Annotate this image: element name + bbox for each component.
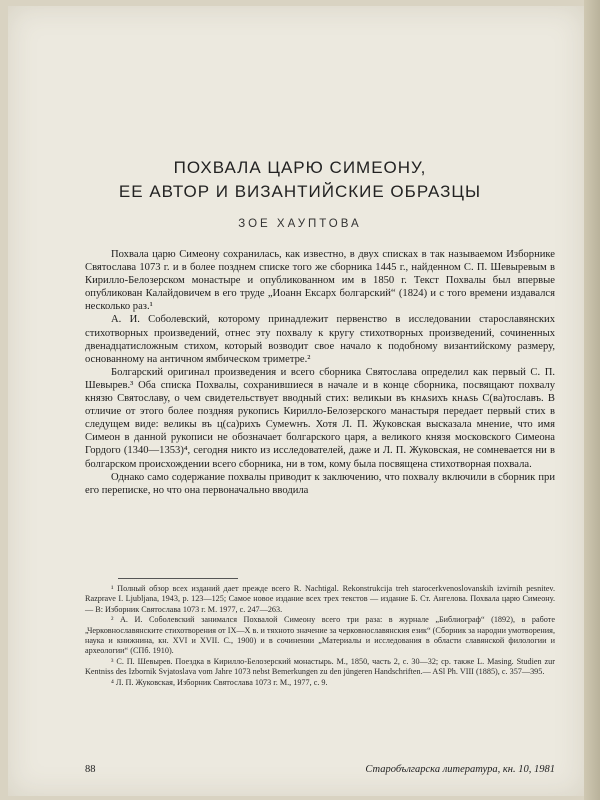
article-title-line-1: ПОХВАЛА ЦАРЮ СИМЕОНУ, (173, 158, 427, 177)
footnote: ² А. И. Соболевский занимался Похвалой Симеону всего три раза: в журнале „Библиограф“ (1892), в работе „Черковнославянските стихотворения от IX—X в. и тяхното значение за черковнославянския език“ (Сборник за народни умотворения, наука и книжнина, кн. XVI и XVII. С., 1900) и в сочинении „Материалы и исследования в области славянской филологии и археологии“ (СПб. 1910). (85, 615, 555, 656)
footnote: ³ С. П. Шевырев. Поездка в Кирилло-Белозерский монастырь. М., 1850, часть 2, с. 30—32; ср. также L. Masing. Studien zur Kentniss des Izbornik Svjatoslava vom Jahre 1073 nebst Bemerkungen zu den jüngeren Handschriften.— ASl Ph. VIII (1885), с. 357—395. (85, 656, 555, 677)
footnote: ¹ Полный обзор всех изданий дает прежде всего R. Nachtigal. Rekonstrukcija treh starocerkvenoslovanskih izvirnih pesnitev. Razprave I. Ljubljana, 1943, р. 123—125; Самое новое издание всех трех текстов — издание Б. Ст. Ангелова. Похвала царю Симеону. — В: Изборник Святослава 1073 г. М. 1977, с. 247—263. (85, 584, 555, 614)
article-author: ЗОЕ ХАУПТОВА (238, 218, 362, 230)
page-footer (85, 764, 555, 775)
body-paragraph: Болгарский оригинал произведения и всего сборника Святослава определил как первый С. П. Шевырев.³ Оба списка Похвалы, сохранившиеся в начале и в конце сборника, посвящают похвалу князю Святославу, о чем свидетельствует вводный стих: великыи въ кнѧѕихъ кнѧѕь С(ва)тославъ. В отличие от этого более поздняя рукопись Кирилло-Белозерского манастыря передает первый стих в следущем виде: великы въ ц(са)рихъ Сумеwнъ. Хотя Л. П. Жуковская высказала мнение, что имя Симеон в данной рукописи не обозначает болгарского царя, а великого князя московского Симеона Гордого (1340—1353)⁴, сегодня никто из исследователей, даже и Л. П. Жуковская, не сомневается ни в болгарском происхождении всего сборника, ни в том, кому была посвящена стихотворная похвала. (85, 366, 555, 470)
body-paragraph: Похвала царю Симеону сохранилась, как известно, в двух списках в так называемом Изборнике Святослава 1073 г. и в более позднем списке того же сборника 1445 г., найденном С. П. Шевыревым в Кирилло-Белозерском монастыре и опубликованном им в 1850 г. Текст Похвалы был впервые опубликован Калайдовичем в его труде „Иоанн Ексарх болгарский“ (1824) и с того времени издавался несколько раз.¹ (85, 249, 555, 313)
journal-reference: Старобългарска литература, кн. 10, 1981 (365, 764, 555, 775)
book-spine-edge (584, 0, 600, 800)
body-paragraph: А. И. Соболевский, которому принадлежит первенство в исследовании старославянских стихотворных произведений, отнес эту похвалу к кругу стихотворных произведений, сочиненных двенадцатисложным стихом, который возводит свое начало к подобному византийскому размеру, основанному на античном ямбическом триметре.² (85, 314, 555, 365)
article-body (85, 248, 555, 497)
article-title-line-2: ЕЕ АВТОР И ВИЗАНТИЙСКИЕ ОБРАЗЦЫ (118, 182, 482, 201)
footnote: ⁴ Л. П. Жуковская, Изборник Святослава 1073 г. М., 1977, с. 9. (111, 677, 328, 687)
page-number: 88 (85, 764, 96, 775)
footnotes (85, 584, 555, 688)
body-paragraph: Однако само содержание похвалы приводит к заключению, что похвалу включили в сборник при его переписке, но что она первоначально вводила (85, 471, 555, 496)
footnote-divider (118, 578, 238, 579)
